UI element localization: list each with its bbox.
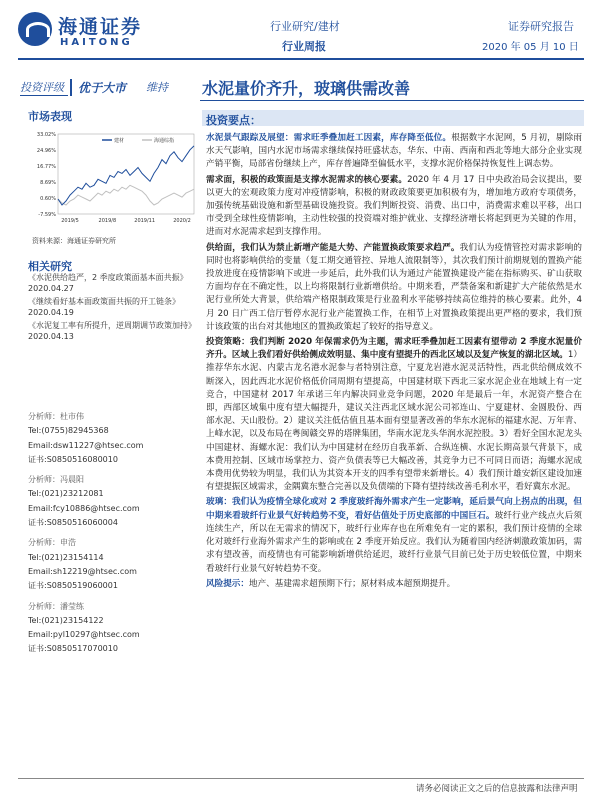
legend-label: 建材 — [114, 138, 125, 144]
paragraph-text: 2020 年 4 月 17 日中央政治局会议提出，要以更大的宏观政策力度对冲疫情影响，积极的财政政策要更加积极有为，增加地方政府专项债务，加强传统基础设施和新型基础设施投资。我们判断投资、消费、出口中，消费需求难以平移，出口市受到全球性疫情影响，主动性较强的投资端对维护就业、支撑经济增长将起到更为关键的作用，进而对水泥需求起到支撑作用。 — [206, 174, 582, 238]
related-research-title: 相关研究 — [28, 260, 72, 273]
logo-emblem-icon — [18, 12, 52, 46]
logo-english-name: HAITONG — [60, 37, 133, 48]
paragraph-text: 根据数字水泥网，5 月初，剔除雨水天气影响，国内水泥市场需求继续保持旺盛状态，华东、中南、西南和西北等地大部分企业实现产销平衡，局部省份继续上产，库存普遍降至偏低水平，支撑水泥价格保持恢复性上调态势。 — [206, 133, 582, 170]
x-tick-label: 2019/5 — [61, 218, 79, 224]
paragraph-text: 1）推荐华东水泥、内蒙古龙名港水泥参与者特别注意，宁夏龙岩港水泥灵活特性，西北供给侧成效不断深入，因此西北水泥价格低价同周期有望提高，中国建材联下西北三家水泥企业在地域上有一定竞合，中国建材 2017 年承诺三年内解决同业竞争问题，2020 年是最后一年，水泥资产整合在即，西部区域集中度有望大幅提升，建议关注西北区域水泥公司祁连山、宁夏建材、金圆股份、西部水泥、天山股份。2）建议关注低估值且基本面有望显著改善的华东水泥标的福建水泥、万年青、上峰水泥，以及布局在粤闽赣交界的塔牌集团，华南水泥龙头华润水泥控股。3）看好全国水泥龙头中国建材、海螺水泥：我们认为中国建材在经历自我革新、合纵连横、水泥长期高景气背景下，成本费用控制、区域市场掌控力、资产负债表等已大幅改善，其竞争力已不可同日而语；海螺水泥成本费用优势较为明显，我们认为其资本开支的四季有望带来新增长。4）我们预计雄安新区建设加速有望提振区域需求，金隅冀东整合完善以及负债端的下降有望持续改善毛利水平，看好冀东水泥。 — [206, 350, 582, 493]
report-date: 2020 年 05 月 10 日 — [482, 42, 579, 53]
related-research-list — [28, 272, 198, 344]
footer-divider — [18, 778, 584, 779]
paragraph-demand — [206, 174, 582, 240]
paragraph-text: 地产、基建需求超预期下行；原材料成本超预期提升。 — [248, 578, 456, 589]
analyst-block — [28, 600, 198, 657]
disclaimer-footer: 请务必阅读正文之后的信息披露和法律声明 — [416, 784, 578, 794]
x-tick-label: 2020/2 — [173, 218, 191, 224]
company-logo — [18, 10, 168, 50]
report-type: 行业周报 — [282, 40, 326, 53]
page-title: 水泥量价齐升，玻璃供需改善 — [202, 79, 411, 98]
paragraph-lead: 投资策略：我们判断 2020 年保需求仍为主题，需求旺季叠加赶工因素有望带动 2 季度水泥量价齐升。区域上我们看好供给侧成效明显、集中度有望提升的西北区域以及复产恢复的湖北区域。 — [206, 337, 582, 361]
x-tick-label: 2019/8 — [98, 218, 117, 224]
analyst-block — [28, 473, 198, 530]
chart-source: 资料来源：海通证券研究所 — [32, 237, 116, 245]
analyst-email[interactable]: Email:dsw11227@htsec.com — [28, 440, 144, 450]
paragraph-risk — [206, 578, 582, 591]
report-label: 证券研究报告 — [508, 20, 574, 33]
key-points-title: 投资要点： — [206, 114, 261, 127]
paragraph-text: 我们认为疫情管控对需求影响的同时也将影响供给的变量（复工期交通管控、异地人流限制等），其次我们预计前期规划的置换产能投放进度在疫情影响下或进一步延后，此外我们认为通过产能置换建设产能在指标购买、矿山获取方面均存在不确定性，以上均将限制行业新增供给。中期来看，严禁备案和新建扩大产能依然是水泥行业所处大背景，供给端产格限制政策是行业盈利水平能够持续高位维持的核心要素。此外，4 月 20 日广西工信厅暂停水泥行业产能置换工作，在相节上对置换政策提出更严格的要求，我们预计该政策的出台对其他地区的置换政策起了较好的指导意义。 — [206, 242, 582, 332]
analyst-tel: Tel:(021)23212081 — [28, 489, 104, 499]
rating-label: 投资评级 — [20, 79, 68, 96]
y-tick-label: 8.69% — [40, 180, 56, 186]
analyst-name: 分析师：潘莹练 — [28, 601, 84, 611]
paragraph-lead: 供给面，我们认为禁止新增产能是大势、产能置换政策要求趋严。 — [206, 242, 460, 253]
y-tick-label: 0.60% — [40, 196, 56, 202]
analyst-name: 分析师：冯晨阳 — [28, 475, 84, 485]
y-tick-label: -7.59% — [38, 212, 56, 218]
investment-rating — [20, 76, 168, 98]
analyst-tel: Tel:(021)23154122 — [28, 615, 104, 625]
paragraph-lead: 风险提示： — [206, 578, 249, 589]
analyst-name: 分析师：申浩 — [28, 538, 76, 548]
analyst-cert: 证书:S0850516080010 — [28, 454, 118, 464]
rating-value: 优于大市 — [70, 79, 132, 96]
analyst-block — [28, 536, 198, 593]
analyst-cert: 证书:S0850519060001 — [28, 581, 118, 591]
analyst-cert: 证书:S0850516060004 — [28, 518, 118, 528]
paragraph-text: 玻纤行业产线点火后须连续生产，所以在无需求的情况下，玻纤行业库存也在所难免有一定的累积，我们预计疫情的全球化对玻纤行业海外需求产生的影响或在 2 季度开始反应。我们认为随着国内经济刺激政策加码，需求有望改善，而疫情也有可能影响新增供给延迟，玻纤行业景气目前已处于历史较低位置，中期来看玻纤行业景气好转趋势不变。 — [206, 510, 582, 574]
analyst-tel: Tel:(021)23154114 — [28, 552, 104, 562]
y-tick-label: 16.77% — [36, 164, 56, 170]
analyst-block — [28, 410, 198, 467]
analyst-email[interactable]: Email:pyl10297@htsec.com — [28, 630, 140, 640]
related-item[interactable]: 《水泥复工率有所提升，逆周期调节政策加持》2020.04.13 — [28, 321, 196, 341]
logo-chinese-name: 海通证券 — [58, 16, 143, 38]
analyst-email[interactable]: Email:fcy10886@htsec.com — [28, 503, 140, 513]
analyst-name: 分析师：杜市伟 — [28, 412, 84, 421]
y-tick-label: 24.96% — [36, 148, 56, 154]
related-item[interactable]: 《继续看好基本面政策面共振的开工链条》2020.04.19 — [28, 297, 180, 317]
related-item[interactable]: 《水泥供给趋严，2 季度政策面基本面共振》2020.04.27 — [28, 273, 188, 293]
paragraph-cement-outlook — [206, 132, 582, 172]
analyst-list — [28, 410, 198, 657]
analyst-cert: 证书:S0850517070010 — [28, 644, 118, 654]
paragraph-lead: 玻璃：我们认为疫情全球化或对 2 季度玻纤海外需求产生一定影响，延后景气向上拐点的出现，但中期来看玻纤行业景气好转趋势不变，看好估值处于历史底部的中国巨石。 — [206, 497, 582, 521]
header-divider — [18, 58, 584, 60]
analyst-tel: Tel:(0755)82945368 — [28, 426, 109, 436]
paragraph-strategy — [206, 336, 582, 494]
chart-frame — [58, 134, 194, 214]
paragraph-lead: 水泥景气跟踪及展望：需求旺季叠加赶工因素，库存降至低位。 — [206, 133, 452, 143]
series-line-building-materials — [58, 146, 194, 205]
legend-label: 海通综指 — [154, 138, 175, 144]
y-tick-label: 33.02% — [36, 132, 56, 138]
market-performance-chart — [28, 128, 198, 228]
paragraph-lead: 需求面，积极的政策面是支撑水泥需求的核心要素。 — [206, 174, 408, 185]
key-points-body — [206, 132, 582, 593]
title-divider — [200, 100, 584, 101]
x-tick-label: 2019/11 — [134, 218, 156, 224]
analyst-email[interactable]: Email:sh12219@htsec.com — [28, 566, 137, 576]
series-line-haitong-index — [58, 185, 194, 205]
paragraph-supply — [206, 242, 582, 334]
market-performance-title: 市场表现 — [28, 110, 72, 123]
report-category: 行业研究/建材 — [270, 20, 340, 33]
paragraph-glass — [206, 496, 582, 575]
rating-keep: 维持 — [146, 81, 169, 94]
